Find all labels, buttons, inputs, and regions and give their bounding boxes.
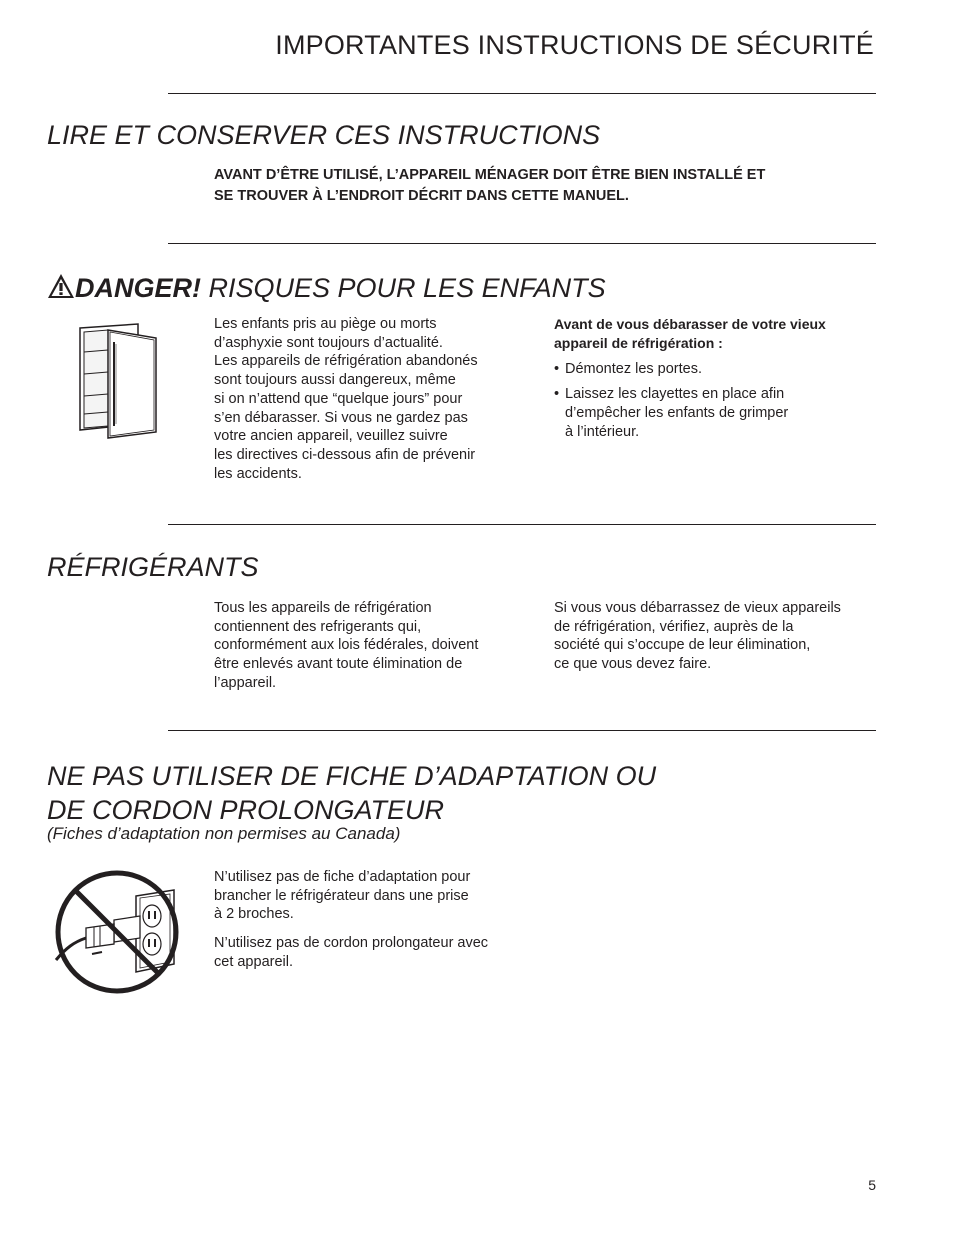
refrigerants-left-text: Tous les appareils de réfrigération contiennent des refrigerants qui, conformément aux lois fédérales, doivent être enlevés avant toute élimination de l’appareil. <box>214 600 479 691</box>
list-item: • Laissez les clayettes en place afin d’empêcher les enfants de grimper à l’intérieur. <box>554 386 789 440</box>
bullet-icon: • <box>554 386 560 403</box>
adapter-subtitle: (Fiches d’adaptation non permises au Canada) <box>47 824 401 843</box>
adapter-para1: N’utilisez pas de fiche d’adaptation pour brancher le réfrigérateur dans une prise à 2 broches. <box>214 869 471 923</box>
danger-right-column <box>554 315 874 447</box>
danger-left-text: Les enfants pris au piège ou morts d’asphyxie sont toujours d’actualité. Les appareils de réfrigération abandonés sont toujours aussi dangereux, même si on n’attend que “quelque jours” pour s’en débarasser. Si vous ne gardez pas votre ancien appareil, veuillez suivre les directives ci-dessous afin de prévenir les accidents. <box>214 316 478 482</box>
page-number: 5 <box>868 1177 876 1193</box>
divider-rule <box>168 243 876 244</box>
adapter-para2: N’utilisez pas de cordon prolongateur avec cet appareil. <box>214 935 489 970</box>
bullet-icon: • <box>554 361 560 378</box>
disposal-heading: Avant de vous débarasser de votre vieux appareil de réfrigération : <box>554 316 826 351</box>
adapter-heading-line2: DE CORDON PROLONGATEUR <box>47 795 445 825</box>
danger-heading-text: RISQUES POUR LES ENFANTS <box>201 273 606 303</box>
list-item: • Démontez les portes. <box>554 361 703 378</box>
adapter-heading-line1: NE PAS UTILISER DE FICHE D’ADAPTATION OU <box>47 761 657 791</box>
refrigerator-illustration <box>78 322 162 442</box>
installation-notice: AVANT D’ÊTRE UTILISÉ, L’APPAREIL MÉNAGER DOIT ÊTRE BIEN INSTALLÉ ET SE TROUVER À L’ENDROIT DÉCRIT DANS CETTE MANUEL. <box>214 167 766 204</box>
no-adapter-plug-illustration <box>52 868 182 996</box>
danger-heading <box>47 271 606 305</box>
refrigerants-heading: RÉFRIGÉRANTS <box>47 552 259 582</box>
danger-label: DANGER! <box>75 273 201 303</box>
divider-rule <box>168 730 876 731</box>
divider-rule <box>168 524 876 525</box>
page-title: IMPORTANTES INSTRUCTIONS DE SÉCURITÉ <box>275 30 874 60</box>
refrigerants-right-text: Si vous vous débarrassez de vieux appareils de réfrigération, vérifiez, auprès de la société qui s’occupe de leur élimination, ce que vous devez faire. <box>554 600 841 673</box>
disposal-list <box>554 360 874 441</box>
warning-triangle-icon <box>47 273 75 299</box>
header-rule <box>168 93 876 94</box>
read-instructions-heading: LIRE ET CONSERVER CES INSTRUCTIONS <box>47 120 601 150</box>
